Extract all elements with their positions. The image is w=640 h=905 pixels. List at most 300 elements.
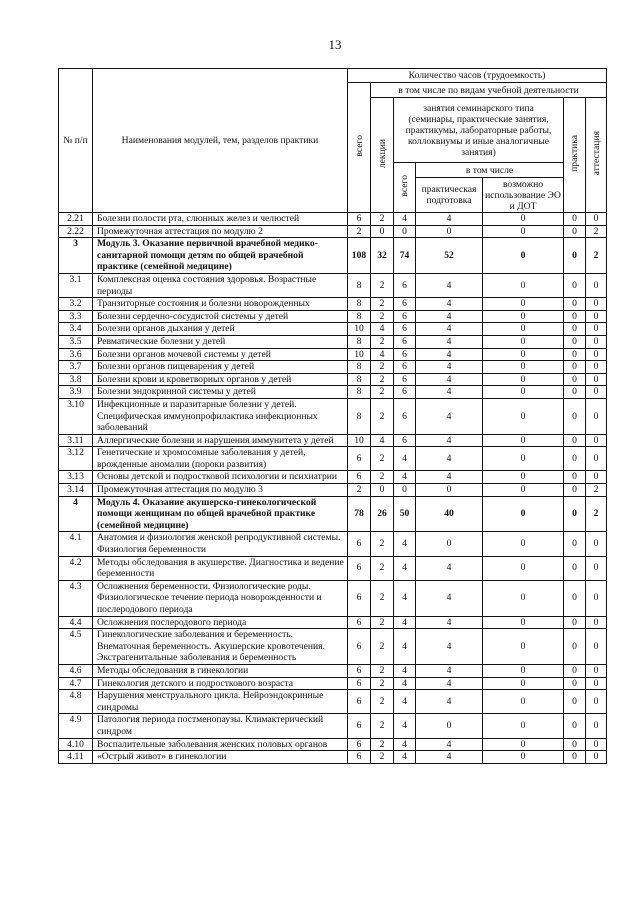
- hours-practical-training: 40: [416, 496, 483, 532]
- hours-total: 6: [348, 471, 371, 484]
- hours-practice: 0: [564, 361, 586, 374]
- hours-practical-training: 0: [416, 532, 483, 556]
- hours-seminar-total: 6: [394, 398, 416, 434]
- row-number: 3.9: [59, 386, 93, 399]
- header-including: в том числе: [416, 163, 564, 178]
- header-seminar: занятия семинарского типа (семинары, практические занятия, практикумы, лабораторные работы, коллоквиумы и иные аналогичные занятия): [394, 98, 564, 163]
- hours-lectures: 4: [371, 348, 394, 361]
- hours-attestation: 0: [586, 532, 607, 556]
- hours-lectures: 2: [371, 532, 394, 556]
- hours-eo-dot: 0: [483, 556, 564, 580]
- hours-attestation: 0: [586, 386, 607, 399]
- row-number: 4.8: [59, 690, 93, 714]
- hours-seminar-total: 4: [394, 714, 416, 738]
- row-title: Гинекология детского и подросткового возраста: [93, 677, 348, 690]
- hours-eo-dot: 0: [483, 386, 564, 399]
- hours-total: 6: [348, 532, 371, 556]
- curriculum-table: [58, 68, 607, 764]
- row-number: 4.4: [59, 616, 93, 629]
- header-hours: Количество часов (трудоемкость): [348, 69, 607, 83]
- hours-attestation: 2: [586, 225, 607, 238]
- table-row: [59, 556, 607, 580]
- table-row: [59, 323, 607, 336]
- hours-practice: 0: [564, 386, 586, 399]
- table-row: [59, 738, 607, 751]
- hours-practical-training: 4: [416, 616, 483, 629]
- hours-lectures: 2: [371, 471, 394, 484]
- hours-practice: 0: [564, 213, 586, 226]
- hours-lectures: 2: [371, 310, 394, 323]
- table-row: [59, 447, 607, 471]
- hours-lectures: 2: [371, 273, 394, 297]
- table-row: [59, 629, 607, 665]
- hours-practice: 0: [564, 398, 586, 434]
- hours-practice: 0: [564, 677, 586, 690]
- hours-practical-training: 4: [416, 373, 483, 386]
- hours-practice: 0: [564, 714, 586, 738]
- hours-lectures: 2: [371, 629, 394, 665]
- hours-practical-training: 0: [416, 484, 483, 497]
- hours-eo-dot: 0: [483, 690, 564, 714]
- table-row: [59, 225, 607, 238]
- hours-practical-training: 52: [416, 238, 483, 274]
- hours-practical-training: 4: [416, 386, 483, 399]
- hours-seminar-total: 4: [394, 751, 416, 764]
- row-title: Промежуточная аттестация по модулю 2: [93, 225, 348, 238]
- row-number: 3.10: [59, 398, 93, 434]
- hours-practice: 0: [564, 434, 586, 447]
- hours-total: 2: [348, 484, 371, 497]
- row-title: Комплексная оценка состояния здоровья. Возрастные периоды: [93, 273, 348, 297]
- hours-seminar-total: 74: [394, 238, 416, 274]
- hours-attestation: 0: [586, 298, 607, 311]
- table-row: [59, 434, 607, 447]
- hours-total: 8: [348, 373, 371, 386]
- table-row: [59, 484, 607, 497]
- row-title: Болезни эндокринной системы у детей: [93, 386, 348, 399]
- hours-seminar-total: 6: [394, 348, 416, 361]
- hours-total: 6: [348, 738, 371, 751]
- hours-lectures: 2: [371, 714, 394, 738]
- hours-lectures: 2: [371, 690, 394, 714]
- hours-practice: 0: [564, 484, 586, 497]
- hours-seminar-total: 6: [394, 386, 416, 399]
- hours-practical-training: 4: [416, 273, 483, 297]
- hours-seminar-total: 0: [394, 484, 416, 497]
- hours-attestation: 0: [586, 213, 607, 226]
- row-number: 3.8: [59, 373, 93, 386]
- row-title: Ревматические болезни у детей: [93, 335, 348, 348]
- table-row: [59, 398, 607, 434]
- hours-practical-training: 4: [416, 677, 483, 690]
- hours-attestation: 0: [586, 580, 607, 616]
- hours-practical-training: 4: [416, 664, 483, 677]
- hours-lectures: 0: [371, 225, 394, 238]
- table-row: [59, 616, 607, 629]
- header-seminar-total: всего: [394, 163, 416, 213]
- hours-practice: 0: [564, 447, 586, 471]
- table-row: [59, 751, 607, 764]
- hours-seminar-total: 4: [394, 616, 416, 629]
- hours-practical-training: 4: [416, 690, 483, 714]
- row-title: Болезни органов дыхания у детей: [93, 323, 348, 336]
- row-number: 3: [59, 238, 93, 274]
- row-number: 4.11: [59, 751, 93, 764]
- hours-practice: 0: [564, 373, 586, 386]
- hours-seminar-total: 6: [394, 323, 416, 336]
- row-number: 3.6: [59, 348, 93, 361]
- hours-lectures: 2: [371, 616, 394, 629]
- header-by-type: в том числе по видам учебной деятельности: [371, 83, 607, 98]
- hours-total: 78: [348, 496, 371, 532]
- row-number: 4.1: [59, 532, 93, 556]
- hours-attestation: 0: [586, 323, 607, 336]
- page-number: 13: [328, 37, 342, 52]
- hours-practical-training: 0: [416, 714, 483, 738]
- hours-eo-dot: 0: [483, 532, 564, 556]
- row-number: 3.2: [59, 298, 93, 311]
- hours-seminar-total: 4: [394, 677, 416, 690]
- hours-lectures: 2: [371, 556, 394, 580]
- hours-seminar-total: 6: [394, 298, 416, 311]
- table-row: [59, 298, 607, 311]
- hours-seminar-total: 4: [394, 580, 416, 616]
- hours-eo-dot: 0: [483, 373, 564, 386]
- row-title: Болезни сердечно-сосудистой системы у детей: [93, 310, 348, 323]
- hours-attestation: 0: [586, 714, 607, 738]
- hours-practice: 0: [564, 496, 586, 532]
- row-title: Гинекологические заболевания и беременность. Внематочная беременность. Акушерские кровотечения. Экстрагенитальные заболевания и беременность: [93, 629, 348, 665]
- row-title: «Острый живот» в гинекологии: [93, 751, 348, 764]
- hours-practical-training: 0: [416, 225, 483, 238]
- hours-practice: 0: [564, 225, 586, 238]
- hours-total: 6: [348, 580, 371, 616]
- hours-practice: 0: [564, 335, 586, 348]
- hours-attestation: 0: [586, 310, 607, 323]
- hours-attestation: 2: [586, 484, 607, 497]
- hours-lectures: 2: [371, 386, 394, 399]
- hours-lectures: 2: [371, 373, 394, 386]
- row-number: 4.10: [59, 738, 93, 751]
- hours-attestation: 0: [586, 616, 607, 629]
- hours-attestation: 2: [586, 496, 607, 532]
- hours-seminar-total: 6: [394, 373, 416, 386]
- hours-attestation: 0: [586, 361, 607, 374]
- hours-attestation: 0: [586, 471, 607, 484]
- hours-eo-dot: 0: [483, 447, 564, 471]
- row-number: 3.5: [59, 335, 93, 348]
- hours-practice: 0: [564, 751, 586, 764]
- header-practical-training: практическая подготовка: [416, 178, 483, 213]
- row-number: 3.12: [59, 447, 93, 471]
- table-row: [59, 677, 607, 690]
- row-title: Нарушения менструального цикла. Нейроэндокринные синдромы: [93, 690, 348, 714]
- hours-eo-dot: 0: [483, 398, 564, 434]
- hours-attestation: 0: [586, 273, 607, 297]
- hours-practice: 0: [564, 323, 586, 336]
- hours-total: 8: [348, 298, 371, 311]
- hours-attestation: 0: [586, 690, 607, 714]
- table-row: [59, 373, 607, 386]
- hours-seminar-total: 4: [394, 447, 416, 471]
- hours-total: 6: [348, 616, 371, 629]
- row-number: 4.5: [59, 629, 93, 665]
- hours-eo-dot: 0: [483, 484, 564, 497]
- hours-lectures: 2: [371, 664, 394, 677]
- header-lectures: лекции: [371, 98, 394, 213]
- hours-lectures: 2: [371, 447, 394, 471]
- table-row: [59, 580, 607, 616]
- hours-practical-training: 4: [416, 398, 483, 434]
- table-row: [59, 690, 607, 714]
- row-title: Промежуточная аттестация по модулю 3: [93, 484, 348, 497]
- hours-lectures: 0: [371, 484, 394, 497]
- hours-total: 8: [348, 361, 371, 374]
- row-number: 3.13: [59, 471, 93, 484]
- hours-total: 6: [348, 447, 371, 471]
- hours-practice: 0: [564, 556, 586, 580]
- hours-seminar-total: 6: [394, 310, 416, 323]
- row-title: Основы детской и подростковой психологии и психиатрии: [93, 471, 348, 484]
- hours-seminar-total: 6: [394, 361, 416, 374]
- hours-eo-dot: 0: [483, 238, 564, 274]
- hours-total: 108: [348, 238, 371, 274]
- hours-seminar-total: 4: [394, 532, 416, 556]
- hours-eo-dot: 0: [483, 434, 564, 447]
- hours-practical-training: 4: [416, 434, 483, 447]
- hours-practice: 0: [564, 532, 586, 556]
- hours-seminar-total: 4: [394, 213, 416, 226]
- hours-total: 10: [348, 434, 371, 447]
- hours-attestation: 0: [586, 398, 607, 434]
- hours-eo-dot: 0: [483, 751, 564, 764]
- hours-eo-dot: 0: [483, 273, 564, 297]
- hours-practical-training: 4: [416, 629, 483, 665]
- row-title: Модуль 4. Оказание акушерско-гинекологической помощи женщинам по общей врачебной практике (семейной медицине): [93, 496, 348, 532]
- table-row: [59, 310, 607, 323]
- table-row: [59, 238, 607, 274]
- table-row: [59, 348, 607, 361]
- row-number: 3.14: [59, 484, 93, 497]
- hours-practical-training: 4: [416, 323, 483, 336]
- row-title: Анатомия и физиология женской репродуктивной системы. Физиология беременности: [93, 532, 348, 556]
- row-title: Аллергические болезни и нарушения иммунитета у детей: [93, 434, 348, 447]
- row-title: Методы обследования в акушерстве. Диагностика и ведение беременности: [93, 556, 348, 580]
- hours-eo-dot: 0: [483, 677, 564, 690]
- table-row: [59, 664, 607, 677]
- hours-practice: 0: [564, 664, 586, 677]
- table-row: [59, 361, 607, 374]
- hours-practical-training: 4: [416, 471, 483, 484]
- hours-lectures: 4: [371, 434, 394, 447]
- row-title: Генетические и хромосомные заболевания у детей, врожденные аномалии (пороки развития): [93, 447, 348, 471]
- row-number: 2.22: [59, 225, 93, 238]
- hours-seminar-total: 6: [394, 434, 416, 447]
- hours-lectures: 2: [371, 677, 394, 690]
- hours-practice: 0: [564, 580, 586, 616]
- hours-eo-dot: 0: [483, 348, 564, 361]
- hours-practical-training: 4: [416, 751, 483, 764]
- hours-attestation: 0: [586, 738, 607, 751]
- hours-practical-training: 4: [416, 213, 483, 226]
- hours-practice: 0: [564, 310, 586, 323]
- row-number: 4.6: [59, 664, 93, 677]
- hours-eo-dot: 0: [483, 323, 564, 336]
- row-title: Модуль 3. Оказание первичной врачебной медико-санитарной помощи детям по общей врачебной практике (семейной медицине): [93, 238, 348, 274]
- row-number: 4.7: [59, 677, 93, 690]
- hours-total: 8: [348, 335, 371, 348]
- hours-eo-dot: 0: [483, 616, 564, 629]
- hours-lectures: 4: [371, 323, 394, 336]
- hours-practical-training: 4: [416, 556, 483, 580]
- hours-total: 2: [348, 225, 371, 238]
- hours-practical-training: 4: [416, 447, 483, 471]
- hours-eo-dot: 0: [483, 361, 564, 374]
- hours-total: 6: [348, 556, 371, 580]
- hours-total: 6: [348, 751, 371, 764]
- header-practice: практика: [564, 98, 586, 213]
- hours-eo-dot: 0: [483, 580, 564, 616]
- table-row: [59, 335, 607, 348]
- hours-practical-training: 4: [416, 738, 483, 751]
- hours-eo-dot: 0: [483, 738, 564, 751]
- row-title: Осложнения послеродового периода: [93, 616, 348, 629]
- hours-attestation: 0: [586, 434, 607, 447]
- hours-practical-training: 4: [416, 348, 483, 361]
- row-number: 3.7: [59, 361, 93, 374]
- hours-total: 6: [348, 677, 371, 690]
- hours-total: 10: [348, 323, 371, 336]
- hours-attestation: 0: [586, 677, 607, 690]
- hours-seminar-total: 4: [394, 471, 416, 484]
- table-row: [59, 496, 607, 532]
- table-row: [59, 213, 607, 226]
- hours-lectures: 2: [371, 335, 394, 348]
- hours-lectures: 32: [371, 238, 394, 274]
- hours-attestation: 0: [586, 629, 607, 665]
- row-title: Болезни органов мочевой системы у детей: [93, 348, 348, 361]
- hours-practical-training: 4: [416, 361, 483, 374]
- hours-seminar-total: 6: [394, 273, 416, 297]
- hours-lectures: 2: [371, 738, 394, 751]
- header-eo-dot: возможно использование ЭО и ДОТ: [483, 178, 564, 213]
- hours-seminar-total: 4: [394, 690, 416, 714]
- row-number: 2.21: [59, 213, 93, 226]
- header-total: всего: [348, 83, 371, 213]
- row-title: Болезни полости рта, слюнных желез и челюстей: [93, 213, 348, 226]
- hours-total: 6: [348, 213, 371, 226]
- hours-seminar-total: 50: [394, 496, 416, 532]
- hours-seminar-total: 4: [394, 738, 416, 751]
- hours-total: 6: [348, 690, 371, 714]
- hours-attestation: 0: [586, 373, 607, 386]
- hours-lectures: 2: [371, 298, 394, 311]
- hours-practice: 0: [564, 690, 586, 714]
- table-row: [59, 273, 607, 297]
- row-number: 4.9: [59, 714, 93, 738]
- hours-total: 8: [348, 386, 371, 399]
- hours-attestation: 0: [586, 335, 607, 348]
- hours-practice: 0: [564, 471, 586, 484]
- hours-practice: 0: [564, 298, 586, 311]
- hours-eo-dot: 0: [483, 471, 564, 484]
- row-title: Транзиторные состояния и болезни новорожденных: [93, 298, 348, 311]
- row-number: 3.4: [59, 323, 93, 336]
- hours-practical-training: 4: [416, 580, 483, 616]
- row-title: Методы обследования в гинекологии: [93, 664, 348, 677]
- table-row: [59, 386, 607, 399]
- table-row: [59, 532, 607, 556]
- hours-practice: 0: [564, 238, 586, 274]
- hours-seminar-total: 4: [394, 664, 416, 677]
- hours-seminar-total: 4: [394, 629, 416, 665]
- hours-attestation: 2: [586, 238, 607, 274]
- hours-lectures: 2: [371, 213, 394, 226]
- header-name: Наименования модулей, тем, разделов практики: [93, 69, 348, 213]
- hours-attestation: 0: [586, 664, 607, 677]
- hours-total: 6: [348, 714, 371, 738]
- hours-practical-training: 4: [416, 335, 483, 348]
- row-title: Болезни крови и кроветворных органов у детей: [93, 373, 348, 386]
- hours-eo-dot: 0: [483, 496, 564, 532]
- hours-eo-dot: 0: [483, 714, 564, 738]
- hours-eo-dot: 0: [483, 213, 564, 226]
- hours-lectures: 2: [371, 398, 394, 434]
- hours-eo-dot: 0: [483, 335, 564, 348]
- hours-attestation: 0: [586, 751, 607, 764]
- hours-attestation: 0: [586, 447, 607, 471]
- hours-practice: 0: [564, 738, 586, 751]
- hours-practice: 0: [564, 629, 586, 665]
- row-number: 3.1: [59, 273, 93, 297]
- hours-seminar-total: 6: [394, 335, 416, 348]
- hours-eo-dot: 0: [483, 225, 564, 238]
- hours-lectures: 2: [371, 751, 394, 764]
- hours-total: 8: [348, 310, 371, 323]
- row-number: 3.11: [59, 434, 93, 447]
- hours-eo-dot: 0: [483, 298, 564, 311]
- hours-seminar-total: 4: [394, 556, 416, 580]
- hours-eo-dot: 0: [483, 629, 564, 665]
- hours-attestation: 0: [586, 348, 607, 361]
- hours-practical-training: 4: [416, 310, 483, 323]
- hours-attestation: 0: [586, 556, 607, 580]
- table-body: [59, 213, 607, 764]
- hours-lectures: 2: [371, 361, 394, 374]
- row-number: 3.3: [59, 310, 93, 323]
- hours-eo-dot: 0: [483, 310, 564, 323]
- row-number: 4.3: [59, 580, 93, 616]
- row-title: Патология периода постменопаузы. Климактерический синдром: [93, 714, 348, 738]
- hours-total: 10: [348, 348, 371, 361]
- header-attestation: аттестация: [586, 98, 607, 213]
- hours-practical-training: 4: [416, 298, 483, 311]
- hours-practice: 0: [564, 616, 586, 629]
- row-title: Осложнения беременности. Физиологические роды. Физиологическое течение периода новорожденности и послеродового периода: [93, 580, 348, 616]
- header-num: № п/п: [59, 69, 93, 213]
- row-title: Инфекционные и паразитарные болезни у детей. Специфическая иммунопрофилактика инфекционных заболеваний: [93, 398, 348, 434]
- hours-eo-dot: 0: [483, 664, 564, 677]
- hours-practice: 0: [564, 273, 586, 297]
- hours-total: 8: [348, 398, 371, 434]
- hours-total: 6: [348, 664, 371, 677]
- hours-practice: 0: [564, 348, 586, 361]
- hours-total: 8: [348, 273, 371, 297]
- hours-lectures: 2: [371, 580, 394, 616]
- table-row: [59, 471, 607, 484]
- row-number: 4: [59, 496, 93, 532]
- row-title: Болезни органов пищеварения у детей: [93, 361, 348, 374]
